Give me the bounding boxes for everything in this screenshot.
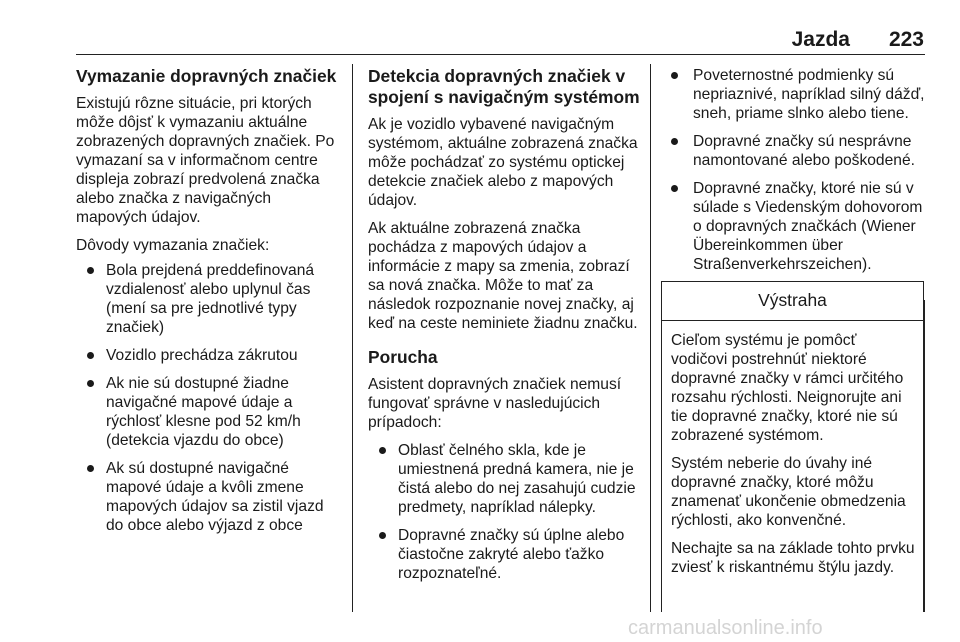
bullet-icon: [379, 447, 386, 454]
header-divider: [76, 54, 925, 55]
bullet-icon: [87, 380, 94, 387]
warning-paragraph: Nechajte sa na základe tohto prvku zviesť k riskantnému štýlu jazdy.: [671, 540, 915, 576]
page-number: 223: [888, 28, 924, 51]
list-item: Vozidlo prechádza zákrutou: [76, 346, 344, 365]
bullet-icon: [671, 185, 678, 192]
paragraph: Existujú rôzne situácie, pri ktorých môže dôjsť k vymazaniu aktuálne zobrazených dopravných značiek. Po vymazaní sa v informačnom centre displeja zobrazí predvolená značka alebo značka z navigačných mapových údajov.: [76, 95, 335, 226]
bullet-list: [76, 261, 344, 535]
list-item: Bola prejdená preddefinovaná vzdialenosť alebo uplynul čas (mení sa pre jednotlivé typy značiek): [76, 261, 344, 337]
warning-title: Výstraha: [662, 282, 923, 321]
section-title: Jazda: [791, 28, 850, 51]
section-heading: Detekcia dopravných značiek v spojení s navigačným systémom: [368, 66, 640, 107]
column-2: [368, 66, 644, 592]
paragraph: Asistent dopravných značiek nemusí fungovať správne v nasledujúcich prípadoch:: [368, 376, 622, 431]
list-item: Poveternostné podmienky sú nepriaznivé, napríklad silný dážď, sneh, priame slnko alebo tiene.: [666, 66, 928, 123]
list-item: Dopravné značky sú nesprávne namontované alebo poškodené.: [666, 132, 928, 170]
bullet-icon: [671, 72, 678, 79]
column-3: [666, 66, 928, 283]
paragraph: Ak je vozidlo vybavené navigačným systémom, aktuálne zobrazená značka môže pochádzať zo systému optickej detekcie značiek alebo z mapových údajov.: [368, 116, 638, 209]
list-item: Ak sú dostupné navigačné mapové údaje a kvôli zmene mapových údajov sa zistil vjazd do obce alebo výjazd z obce: [76, 459, 344, 535]
fault-heading: Porucha: [368, 347, 438, 367]
warning-body: [662, 321, 923, 577]
bullet-icon: [87, 465, 94, 472]
bullet-list: [666, 66, 928, 274]
warning-paragraph: Cieľom systému je pomôcť vodičovi postrehnúť niektoré dopravné značky v rámci určitého rozsahu rýchlosti. Neignorujte ani tie dopravné značky, ktoré nie sú zobrazené systémom.: [671, 332, 904, 444]
section-heading: Vymazanie dopravných značiek: [76, 66, 337, 86]
warning-box: [661, 281, 924, 612]
column-divider-1: [352, 64, 353, 612]
column-divider-2: [650, 64, 651, 612]
bullet-icon: [671, 138, 678, 145]
list-intro: Dôvody vymazania značiek:: [76, 237, 270, 254]
bullet-icon: [87, 267, 94, 274]
list-item: Dopravné značky sú úplne alebo čiastočne zakryté alebo ťažko rozpoznateľné.: [368, 526, 644, 583]
list-item: Oblasť čelného skla, kde je umiestnená predná kamera, nie je čistá alebo do nej zasahujú cudzie predmety, napríklad nálepky.: [368, 441, 644, 517]
bullet-list: [368, 441, 644, 583]
list-item: Ak nie sú dostupné žiadne navigačné mapové údaje a rýchlosť klesne pod 52 km/h (detekcia vjazdu do obce): [76, 374, 344, 450]
paragraph: Ak aktuálne zobrazená značka pochádza z mapových údajov a informácie z mapy sa zmenia, zobrazí sa nová značka. Môže to mať za následok rozpoznanie novej značky, aj keď na ceste neminiete žiadnu značku.: [368, 220, 638, 332]
watermark: carmanualsonline.info: [628, 617, 823, 639]
warning-paragraph: Systém neberie do úvahy iné dopravné značky, ktoré môžu znamenať ukončenie obmedzenia rýchlosti, ako konvenčné.: [671, 455, 906, 529]
bullet-icon: [379, 532, 386, 539]
column-1: [76, 66, 344, 544]
column-divider-3: [924, 300, 925, 612]
list-item: Dopravné značky, ktoré nie sú v súlade s Viedenským dohovorom o dopravných značkách (Wiener Übereinkommen über Straßenverkehrszeichen).: [666, 179, 928, 274]
bullet-icon: [87, 352, 94, 359]
